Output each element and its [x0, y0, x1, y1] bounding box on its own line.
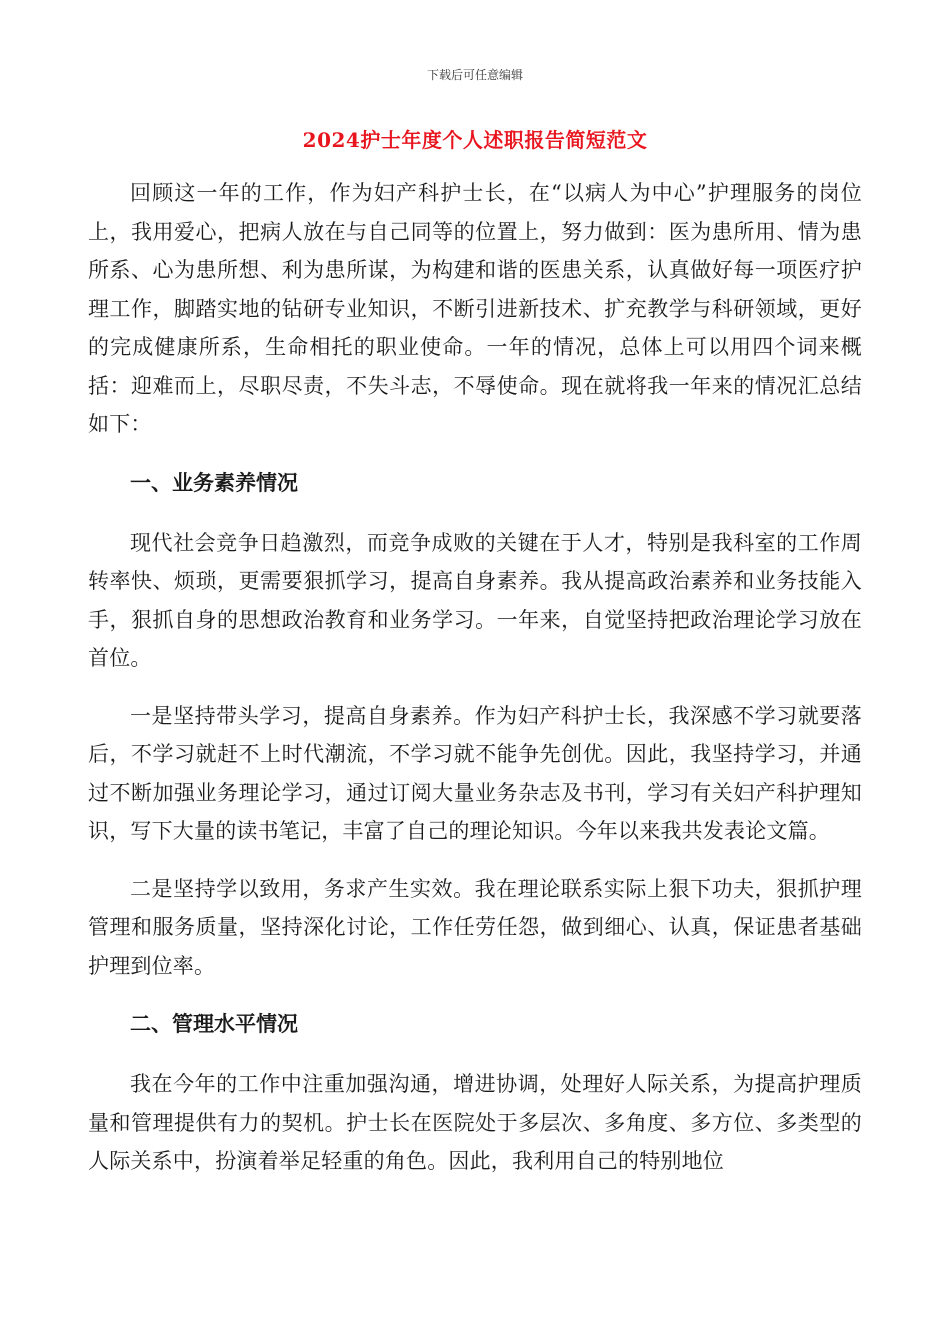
business-paragraph-1: 现代社会竞争日趋激烈，而竞争成败的关键在于人才，特别是我科室的工作周转率快、烦琐，更需要狠抓学习，提高自身素养。我从提高政治素养和业务技能入手，狠抓自身的思想政治教育和业务学习。一年来，自觉坚持把政治理论学习放在首位。: [88, 530, 862, 670]
section-heading-business: 一、业务素养情况: [130, 469, 298, 495]
document-title: 2024护士年度个人述职报告简短范文: [302, 128, 648, 152]
business-paragraph-3: 二是坚持学以致用，务求产生实效。我在理论联系实际上狠下功夫，狠抓护理管理和服务质量，坚持深化讨论，工作任劳任怨，做到细心、认真，保证患者基础护理到位率。: [88, 876, 862, 978]
management-paragraph-1: 我在今年的工作中注重加强沟通，增进协调，处理好人际关系，为提高护理质量和管理提供有力的契机。护士长在医院处于多层次、多角度、多方位、多类型的人际关系中，扮演着举足轻重的角色。因此，我利用自己的特别地位: [88, 1072, 862, 1173]
document-body: [88, 174, 862, 1181]
section-heading-management: 二、管理水平情况: [130, 1011, 298, 1036]
business-paragraph-2: 一是坚持带头学习，提高自身素养。作为妇产科护士长，我深感不学习就要落后，不学习就赶不上时代潮流，不学习就不能争先创优。因此，我坚持学习，并通过不断加强业务理论学习，通过订阅大量业务杂志及书刊，学习有关妇产科护理知识，写下大量的读书笔记，丰富了自己的理论知识。今年以来我共发表论文篇。: [88, 703, 862, 843]
header-note: 下载后可任意编辑: [426, 68, 523, 82]
intro-paragraph: 回顾这一年的工作，作为妇产科护士长，在“以病人为中心”护理服务的岗位上，我用爱心，把病人放在与自己同等的位置上，努力做到：医为患所用、情为患所系、心为患所想、利为患所谋，为构建和谐的医患关系，认真做好每一项医疗护理工作，脚踏实地的钻研专业知识，不断引进新技术、扩充教学与科研领域，更好的完成健康所系，生命相托的职业使命。一年的情况，总体上可以用四个词来概括：迎难而上，尽职尽责，不失斗志，不辱使命。现在就将我一年来的情况汇总结如下：: [88, 181, 862, 436]
